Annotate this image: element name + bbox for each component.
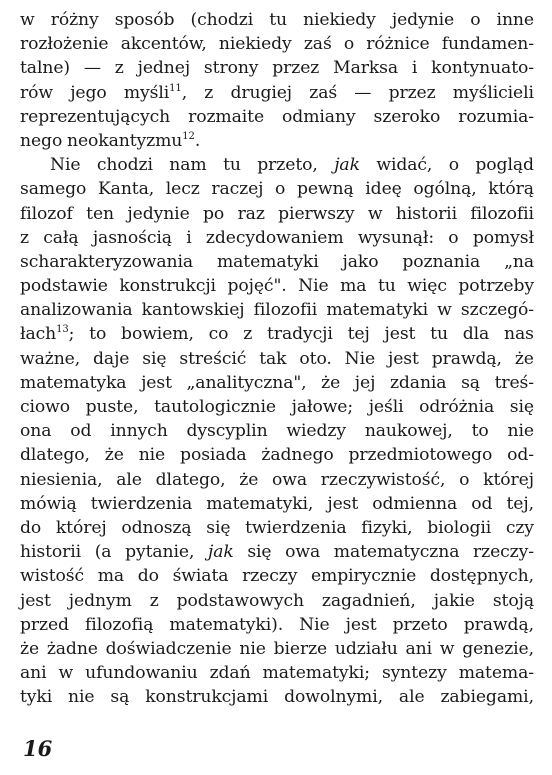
text-line: niesienia, ale dlatego, że owa rzeczywistość, o której — [20, 469, 534, 490]
body-text — [20, 8, 534, 709]
text-line: Nie chodzi nam tu przeto, jak widać, o pogląd — [50, 155, 534, 176]
text-line: historii (a pytanie, jak się owa matematyczna rzeczy- — [20, 542, 534, 563]
book-page — [20, 8, 534, 768]
text-line: mówią twierdzenia matematyki, jest odmienna od tej, — [20, 493, 534, 514]
text-line: rów jego myśli$^{11}$, z drugiej zaś — przez myślicieli — [20, 82, 534, 103]
text-line: z całą jasnością i zdecydowaniem wysunął: o pomysł — [20, 227, 534, 248]
text-line: podstawie konstrukcji pojęć". Nie ma tu więc potrzeby — [20, 276, 534, 297]
text-line: łach$^{13}$; to bowiem, co z tradycji tej jest tu dla nas — [20, 324, 534, 345]
text-line: talne) — z jednej strony przez Marksa i kontynuato- — [20, 58, 534, 79]
text-line: reprezentujących rozmaite odmiany szeroko rozumia- — [20, 106, 534, 127]
text-line: analizowania kantowskiej filozofii matematyki w szczegó- — [20, 300, 534, 321]
text-line: samego Kanta, lecz raczej o pewną ideę ogólną, którą — [20, 179, 534, 200]
text-line: nego neokantyzmu$^{12}$. — [20, 130, 201, 151]
text-line: w różny sposób (chodzi tu niekiedy jedynie o inne — [20, 10, 534, 30]
text-line: do której odnoszą się twierdzenia fizyki, biologii czy — [20, 517, 534, 538]
text-line: ona od innych dyscyplin wiedzy naukowej, to nie — [20, 421, 534, 442]
text-line: że żadne doświadczenie nie bierze udziału ani w genezie, — [20, 638, 534, 659]
text-line: ciowo puste, tautologicznie jałowe; jeśli odróżnia się — [20, 397, 534, 417]
text-line: scharakteryzowania matematyki jako poznania „na — [20, 251, 534, 272]
text-line: matematyka jest „analityczna", że jej zdania są treś- — [20, 372, 534, 393]
page-number: 16 — [23, 736, 53, 761]
text-line: ważne, daje się streścić tak oto. Nie jest prawdą, że — [20, 348, 534, 369]
text-line: dlatego, że nie posiada żadnego przedmiotowego od- — [20, 445, 534, 466]
text-line: filozof ten jedynie po raz pierwszy w historii filozofii — [20, 203, 534, 224]
text-line: tyki nie są konstrukcjami dowolnymi, ale zabiegami, — [20, 687, 534, 708]
text-line: rozłożenie akcentów, niekiedy zaś o różnice fundamen- — [20, 34, 534, 55]
text-line: jest jednym z podstawowych zagadnień, jakie stoją — [20, 590, 534, 611]
text-line: przed filozofią matematyki). Nie jest przeto prawdą, — [20, 614, 534, 635]
text-line: wistość ma do świata rzeczy empirycznie dostępnych, — [20, 566, 534, 587]
text-line: ani w ufundowaniu zdań matematyki; syntezy matema- — [20, 663, 534, 684]
